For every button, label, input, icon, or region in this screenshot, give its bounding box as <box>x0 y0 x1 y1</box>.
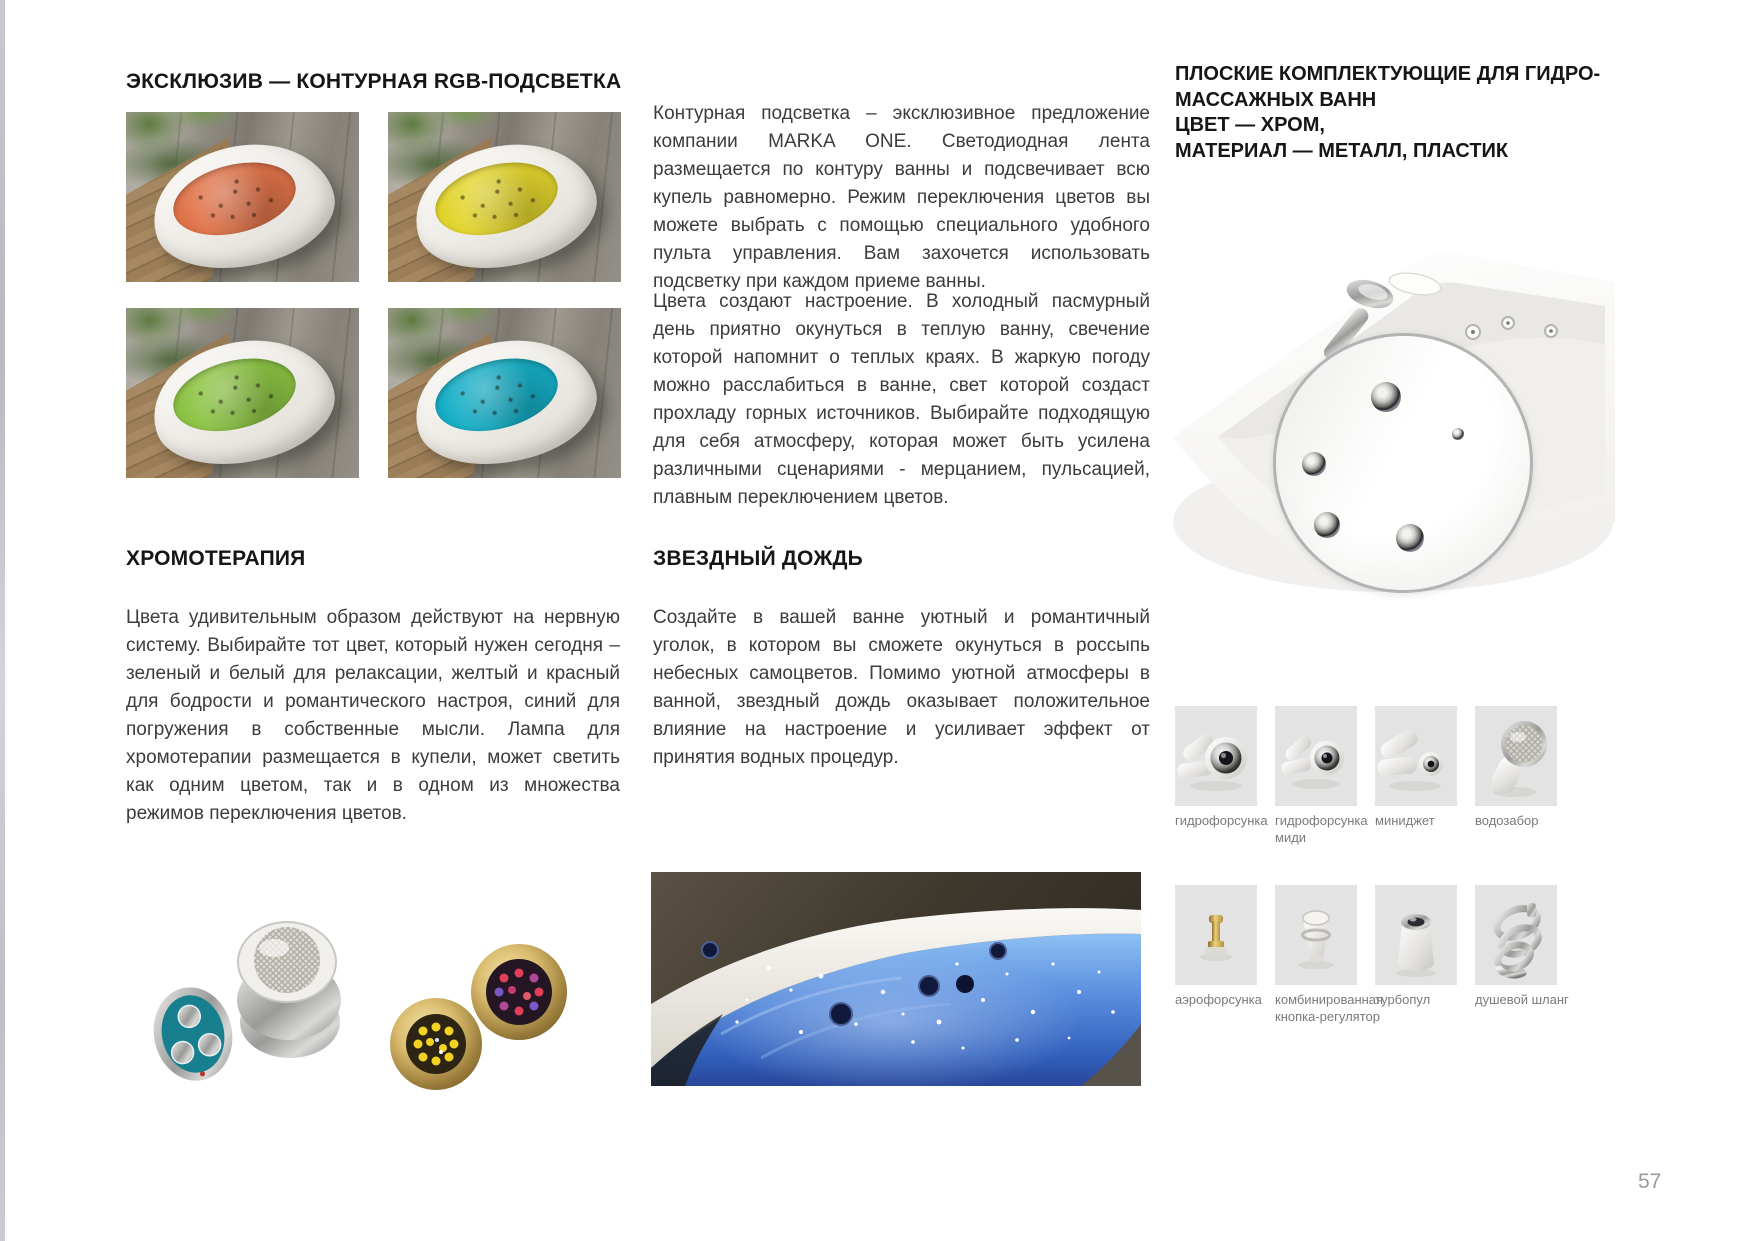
star-rain-heading: ЗВЕЗДНЫЙ ДОЖДЬ <box>653 547 863 570</box>
product-label: аэрофорсунка <box>1175 992 1262 1007</box>
components-heading <box>1175 62 1615 164</box>
product-label: турбопул <box>1375 992 1431 1007</box>
jet-icon <box>1314 512 1340 538</box>
components-heading-line-3: ЦВЕТ — ХРОМ, <box>1175 114 1325 136</box>
components-heading-line-4: МАТЕРИАЛ — МЕТАЛЛ, ПЛАСТИК <box>1175 139 1509 162</box>
page-edge-strip <box>0 0 5 1241</box>
product-label: водозабор <box>1475 813 1539 828</box>
rgb-section-heading: ЭКСКЛЮЗИВ — КОНТУРНАЯ RGB-ПОДСВЕТКА <box>126 70 622 93</box>
jet-icon <box>1396 524 1424 552</box>
chromotherapy-paragraph: Цвета удивительным образом действуют на нервную систему. Выбирайте тот цвет, который нужен сегодня – зеленый и белый для релаксации, желтый и красный для бодрости и романтического настроя, синий для погружения в собственные мысли. Лампа для хромотерапии размещается в купели, может светить как одним цветом, так и в одном из множества режимов переключения цветов. <box>126 607 620 824</box>
chromotherapy-heading: ХРОМОТЕРАПИЯ <box>126 547 306 570</box>
jet-icon <box>1452 428 1464 440</box>
product-photo-hydrojet <box>1175 706 1257 806</box>
rgb-paragraph-2: Цвета создают настроение. В холодный пасмурный день приятно окунуться в теплую ванну, свечение которой напомнит о теплых краях. В жаркую погоду можно расслабиться в ванне, свет которой создаст прохладу горных источников. Выбирайте подходящую для себя атмосферу, которая может быть усилена различными сценариями - мерцанием, пульсацией, плавным переключением цветов. <box>653 291 1150 508</box>
star-rain-paragraph: Создайте в вашей ванне уютный и романтичный уголок, в котором вы сможете окунуться в россыпь небесных самоцветов. Помимо уютной атмосферы в ванной, звездный дождь оказывает положительное влияние на настроение и усиливает эффект от принятия водных процедур. <box>653 607 1150 768</box>
chromotherapy-lamps-photo <box>138 892 570 1090</box>
product-label: миниджет <box>1375 813 1435 828</box>
rgb-paragraph-1: Контурная подсветка – эксклюзивное предложение компании MARKA ONE. Светодиодная лента размещается по контуру ванны и подсвечивает всю купель равномерно. Режим переключения цветов вы можете выбрать с помощью специального удобного пульта управления. Вам захочется использовать подсветку при каждом приеме ванны. <box>653 103 1150 292</box>
product-label: гидрофорсунка миди <box>1275 813 1368 845</box>
product-label: душевой шланг <box>1475 992 1569 1007</box>
rgb-tub-photo-yellow <box>388 112 621 282</box>
rgb-tub-photo-cyan <box>388 308 621 478</box>
rgb-tub-photo-green <box>126 308 359 478</box>
product-photo-minijet <box>1375 706 1457 806</box>
product-photo-water-intake <box>1475 706 1557 806</box>
product-photo-turbopool <box>1375 885 1457 985</box>
product-label: гидрофорсунка <box>1175 813 1268 828</box>
star-rain-photo <box>651 872 1141 1086</box>
rgb-tub-photo-orange <box>126 112 359 282</box>
jet-icon <box>1371 382 1401 412</box>
product-photo-hydrojet-midi <box>1275 706 1357 806</box>
product-photo-combined-control-button <box>1275 885 1357 985</box>
components-heading-line-2: МАССАЖНЫХ ВАНН <box>1175 88 1377 111</box>
jet-icon <box>1302 452 1326 476</box>
components-heading-line-1: ПЛОСКИЕ КОМПЛЕКТУЮЩИЕ ДЛЯ ГИДРО- <box>1175 63 1601 85</box>
jets-magnifier-circle <box>1273 333 1533 593</box>
product-photo-shower-hose <box>1475 885 1557 985</box>
page-number: 57 <box>1638 1170 1662 1193</box>
product-photo-airjet <box>1175 885 1257 985</box>
product-label: комбинированная кнопка-регулятор <box>1275 992 1384 1024</box>
